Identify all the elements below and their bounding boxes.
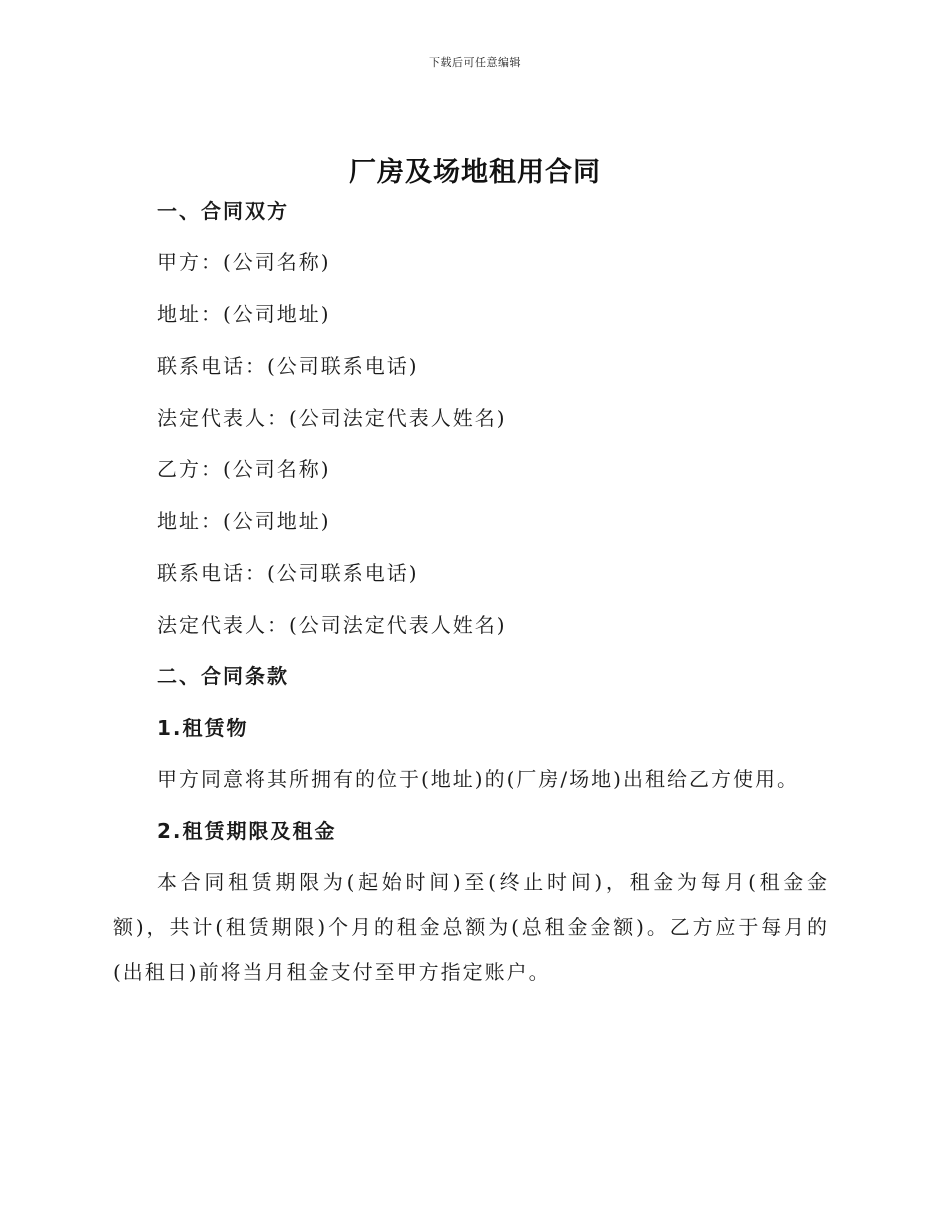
party-b-name: 乙方：(公司名称) bbox=[157, 457, 331, 481]
clause-heading-leased-property: 1.租赁物 bbox=[157, 716, 249, 740]
header-note: 下载后可任意编辑 bbox=[429, 56, 521, 69]
party-a-phone: 联系电话：(公司联系电话) bbox=[157, 354, 419, 378]
clause-text-leased-property: 甲方同意将其所拥有的位于(地址)的(厂房/场地)出租给乙方使用。 bbox=[157, 767, 799, 791]
party-b-phone: 联系电话：(公司联系电话) bbox=[157, 561, 419, 585]
party-b-address: 地址：(公司地址) bbox=[157, 509, 331, 533]
party-a-name: 甲方：(公司名称) bbox=[157, 250, 331, 274]
party-b-representative: 法定代表人：(公司法定代表人姓名) bbox=[157, 613, 507, 637]
party-a-representative: 法定代表人：(公司法定代表人姓名) bbox=[157, 406, 507, 430]
party-a-address: 地址：(公司地址) bbox=[157, 302, 331, 326]
section-heading-parties: 一、合同双方 bbox=[157, 199, 289, 223]
section-heading-terms: 二、合同条款 bbox=[157, 664, 289, 688]
clause-heading-term-rent: 2.租赁期限及租金 bbox=[157, 819, 337, 843]
document-title: 厂房及场地租用合同 bbox=[349, 157, 601, 188]
clause-text-term-rent: 本合同租赁期限为(起始时间)至(终止时间)，租金为每月(租金金额)，共计(租赁期限)个月的租金总额为(总租金金额)。乙方应于每月的(出租日)前将当月租金支付至甲方指定账户。 bbox=[113, 870, 829, 984]
